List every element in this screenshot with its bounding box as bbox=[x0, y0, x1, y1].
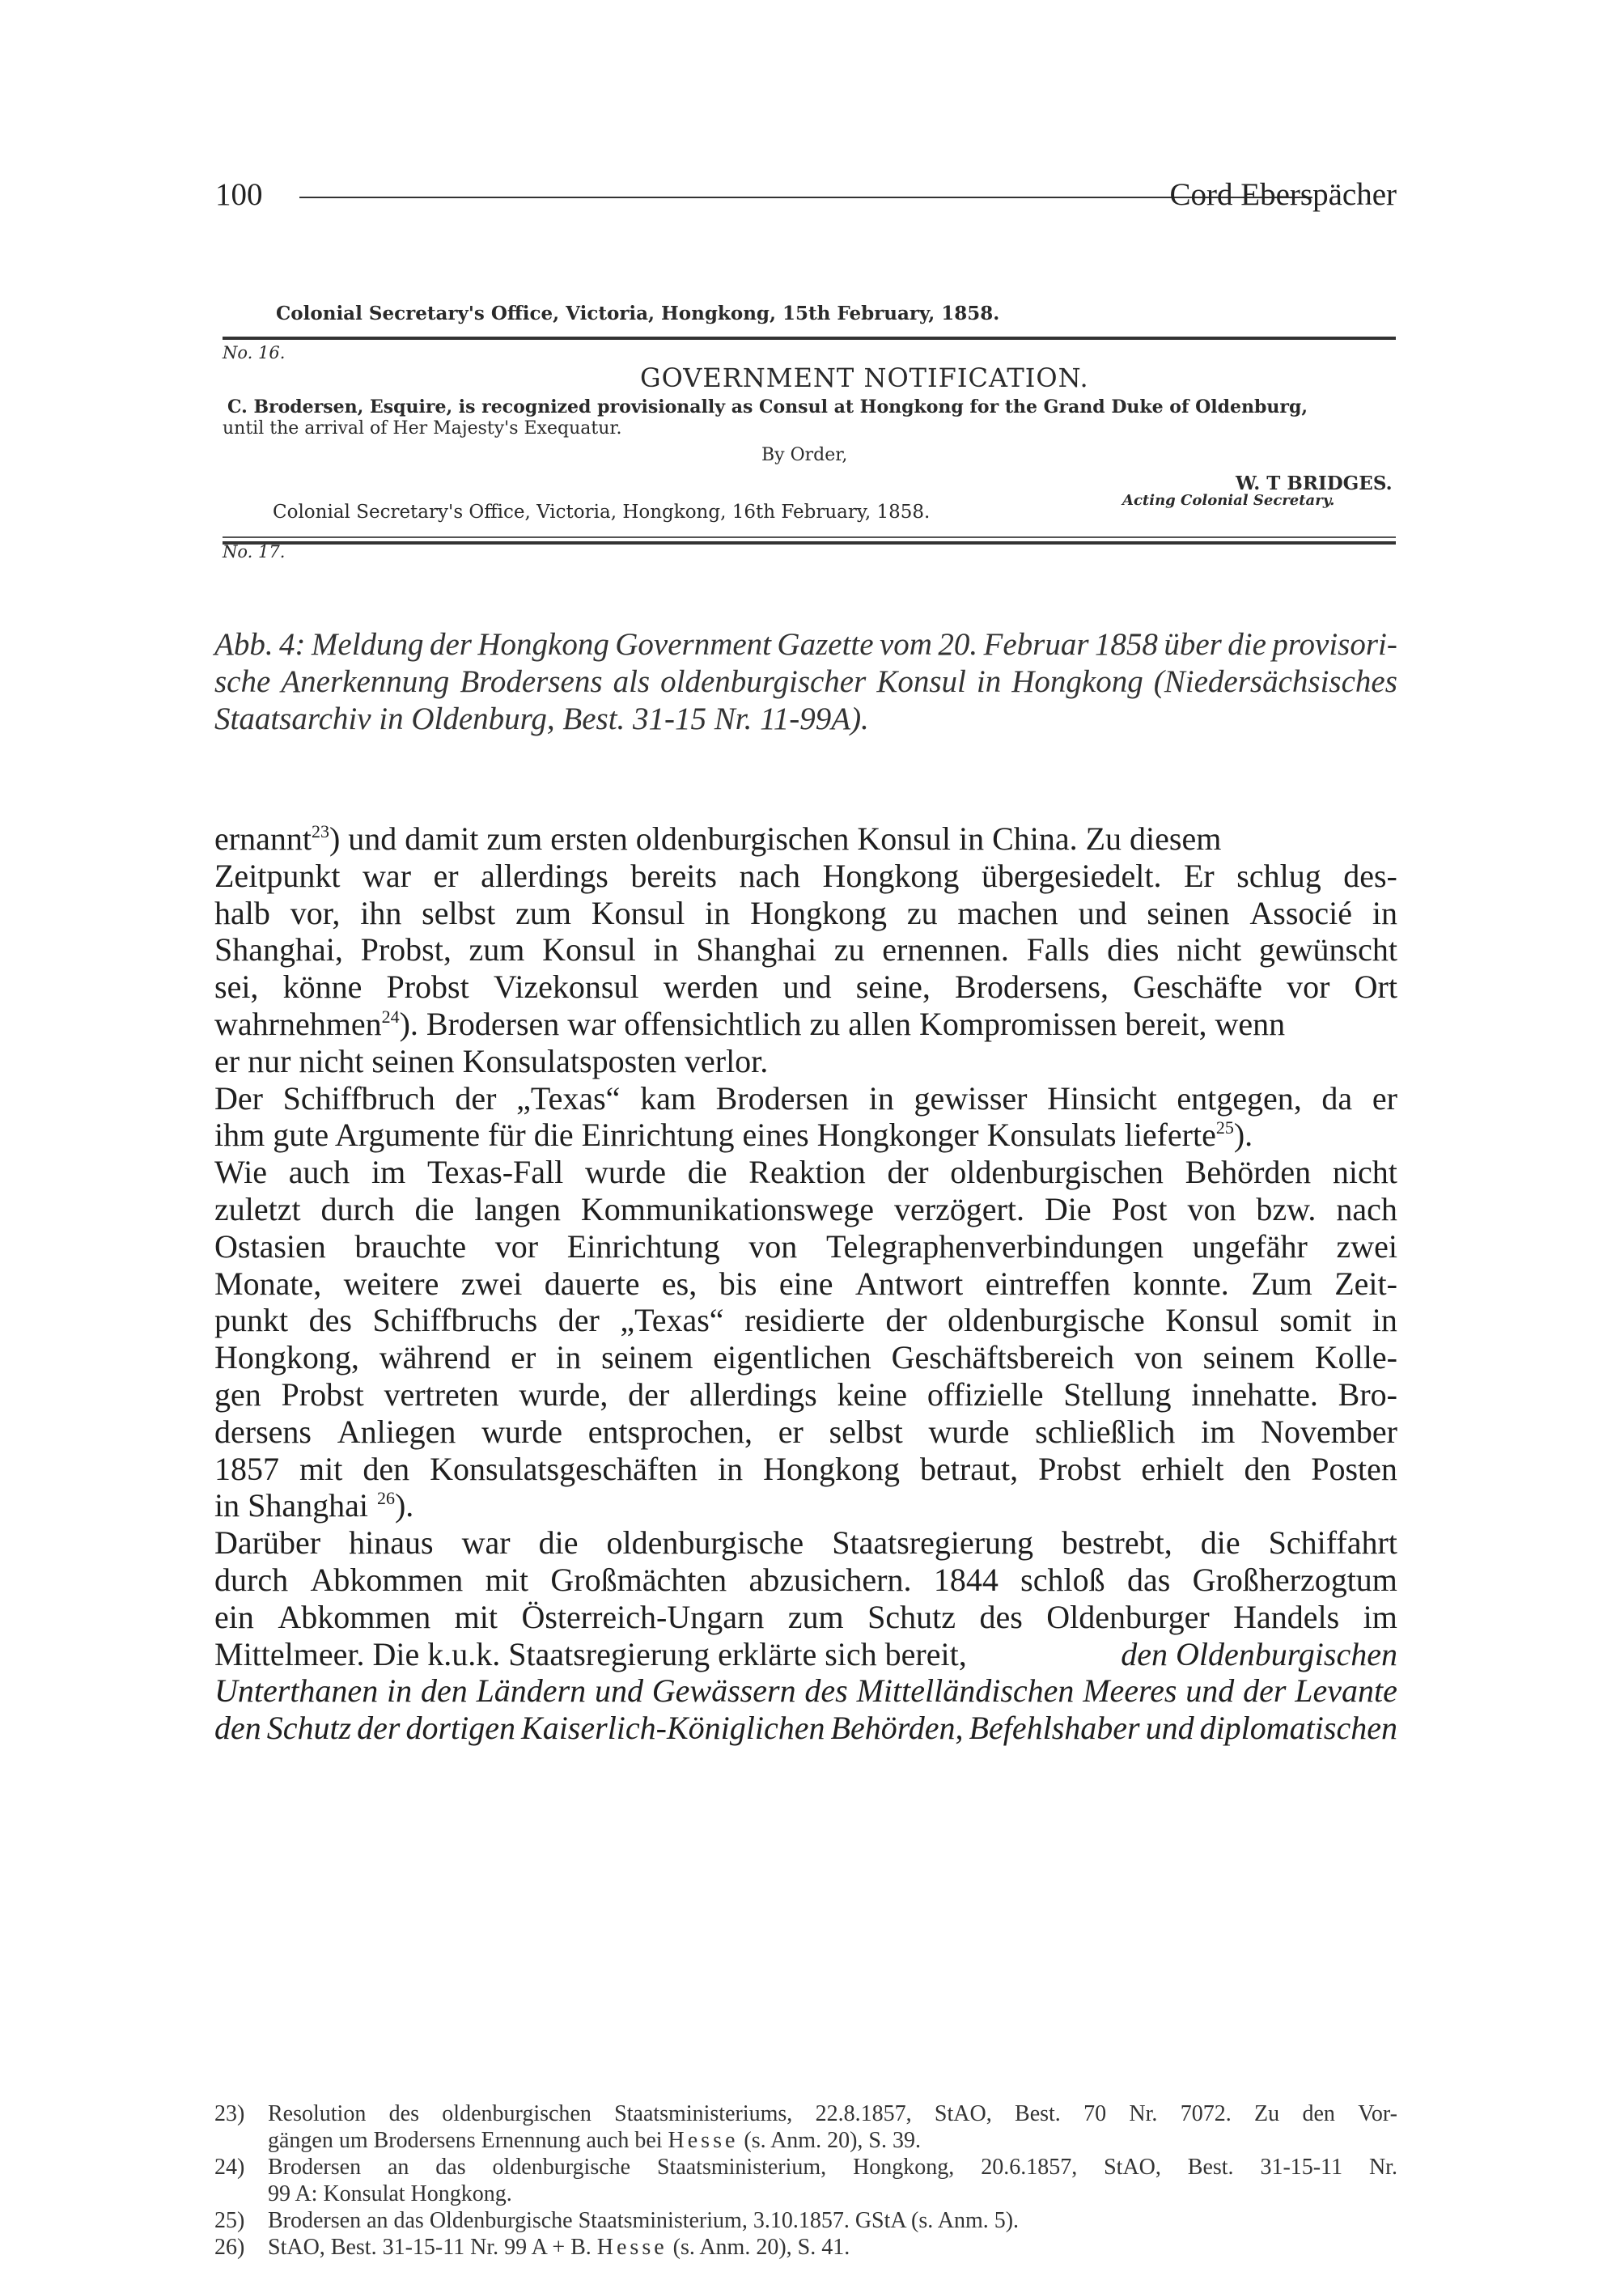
gazette-signatory: W. T BRIDGES. bbox=[1236, 473, 1393, 494]
page-number: 100 bbox=[215, 177, 263, 212]
body-line: 1857 mit den Konsulatsgeschäften in Hongkong betraut, Probst erhielt den Posten bbox=[214, 1450, 1397, 1487]
footnote-number: 24) bbox=[214, 2155, 245, 2180]
footnote-ref: 23 bbox=[311, 821, 329, 841]
gazette-rule bbox=[223, 337, 1396, 340]
body-line: zuletzt durch die langen Kommunikationswege verzögert. Die Post von bzw. nach bbox=[214, 1190, 1397, 1227]
body-line: sei, könne Probst Vizekonsul werden und seine, Brodersens, Geschäfte vor Ort bbox=[214, 968, 1397, 1006]
body-line: Shanghai, Probst, zum Konsul in Shanghai zu ernennen. Falls dies nicht gewünscht bbox=[214, 931, 1397, 968]
quotation: den Oldenburgischen bbox=[1121, 1635, 1397, 1672]
author-name: Hesse bbox=[668, 2128, 739, 2153]
body-line: durch Abkommen mit Großmächten abzusichern. 1844 schloß das Großherzogtum bbox=[214, 1561, 1397, 1598]
body-line: Wie auch im Texas-Fall wurde die Reaktion der oldenburgischen Behörden nicht bbox=[214, 1154, 1397, 1191]
gazette-notice-line: until the arrival of Her Majesty's Exequatur. bbox=[223, 418, 622, 439]
body-line: er nur nicht seinen Konsulatsposten verlor. bbox=[214, 1042, 769, 1079]
body-line: Zeitpunkt war er allerdings bereits nach Hongkong übergesiedelt. Er schlug des- bbox=[214, 857, 1397, 894]
body-line: in Shanghai $^{26}$). bbox=[214, 1487, 414, 1524]
header-rule bbox=[299, 197, 1312, 198]
body-line: ihm gute Argumente für die Einrichtung eines Hongkonger Konsulats lieferte$^{25}$). bbox=[214, 1117, 1253, 1154]
footnote-number: 23) bbox=[214, 2101, 245, 2126]
author-name: Hesse bbox=[596, 2235, 668, 2260]
gazette-notice-line: C. Brodersen, Esquire, is recognized provisionally as Consul at Hongkong for the Grand Duke of Oldenburg, bbox=[227, 396, 1308, 417]
caption-line: Staatsarchiv in Oldenburg, Best. 31-15 Nr. 11-99A). bbox=[214, 701, 869, 736]
gazette-number: No. 17. bbox=[223, 542, 286, 562]
gazette-by-order: By Order, bbox=[761, 445, 848, 465]
body-line: dersens Anliegen wurde entsprochen, er selbst wurde schließlich im November bbox=[214, 1413, 1397, 1450]
gazette-office-line: Colonial Secretary's Office, Victoria, Hongkong, 16th February, 1858. bbox=[273, 502, 931, 523]
caption-line: Abb. 4: Meldung der Hongkong Government Gazette vom 20. Februar 1858 über die provisori- bbox=[214, 627, 1397, 662]
body-line: wahrnehmen$^{24}$). Brodersen war offensichtlich zu allen Kompromissen bereit, wenn bbox=[214, 1005, 1286, 1042]
footnote-line: Brodersen an das Oldenburgische Staatsministerium, 3.10.1857. GStA (s. Anm. 5). bbox=[268, 2208, 1020, 2233]
footnote-line: Brodersen an das oldenburgische Staatsministerium, Hongkong, 20.6.1857, StAO, Best. 31-15-11 Nr. bbox=[268, 2155, 1397, 2180]
gazette-signatory-title: Acting Colonial Secretary. bbox=[1122, 492, 1335, 509]
body-line: ernannt$^{23}$) und damit zum ersten oldenburgischen Konsul in China. Zu diesem bbox=[214, 820, 1222, 857]
figure-caption bbox=[214, 626, 1397, 738]
gazette-rule bbox=[223, 536, 1396, 538]
body-line: Darüber hinaus war die oldenburgische Staatsregierung bestrebt, die Schiffahrt bbox=[214, 1524, 1397, 1562]
caption-line: sche Anerkennung Brodersens als oldenburgischer Konsul in Hongkong (Niedersächsisches bbox=[214, 663, 1397, 699]
gazette-number: No. 16. bbox=[223, 343, 286, 362]
footnotes bbox=[214, 2100, 1397, 2261]
body-line: halb vor, ihn selbst zum Konsul in Hongkong zu machen und seinen Associé in bbox=[214, 894, 1397, 931]
body-line: Hongkong, während er in seinem eigentlichen Geschäftsbereich von seinem Kolle- bbox=[214, 1339, 1397, 1376]
body-line-quotation: Unterthanen in den Ländern und Gewässern des Mittelländischen Meeres und der Levante bbox=[214, 1672, 1397, 1710]
running-header bbox=[215, 176, 1397, 217]
gazette-notification-title: GOVERNMENT NOTIFICATION. bbox=[640, 362, 1089, 393]
footnote bbox=[214, 2234, 1397, 2261]
footnote bbox=[214, 2100, 1397, 2154]
body-line-quotation: den Schutz der dortigen Kaiserlich-Königlichen Behörden, Befehlshaber und diplomatischen bbox=[214, 1710, 1397, 1747]
footnote bbox=[214, 2154, 1397, 2207]
body-line: Mittelmeer. Die k.u.k. Staatsregierung erklärte sich bereit, den Oldenburgischen bbox=[214, 1635, 1397, 1672]
body-text bbox=[214, 820, 1397, 1747]
footnote bbox=[214, 2207, 1397, 2234]
body-line: Ostasien brauchte vor Einrichtung von Telegraphenverbindungen ungefähr zwei bbox=[214, 1227, 1397, 1265]
gazette-figure bbox=[223, 295, 1396, 586]
footnote-ref: 24 bbox=[381, 1006, 400, 1027]
footnote-line: 99 A: Konsulat Hongkong. bbox=[268, 2181, 512, 2206]
body-line: Monate, weitere zwei dauerte es, bis eine Antwort eintreffen konnte. Zum Zeit- bbox=[214, 1265, 1397, 1302]
footnote-line: gängen um Brodersens Ernennung auch bei Hesse (s. Anm. 20), S. 39. bbox=[268, 2128, 921, 2153]
footnote-ref: 25 bbox=[1215, 1117, 1234, 1138]
body-line: Der Schiffbruch der „Texas“ kam Brodersen in gewisser Hinsicht entgegen, da er bbox=[214, 1079, 1397, 1117]
footnote-ref: 26 bbox=[376, 1488, 395, 1509]
gazette-office-line: Colonial Secretary's Office, Victoria, Hongkong, 15th February, 1858. bbox=[276, 303, 1000, 324]
footnote-number: 26) bbox=[214, 2235, 245, 2260]
body-line: ein Abkommen mit Österreich-Ungarn zum Schutz des Oldenburger Handels im bbox=[214, 1598, 1397, 1635]
footnote-number: 25) bbox=[214, 2208, 245, 2233]
body-line: punkt des Schiffbruchs der „Texas“ residierte der oldenburgische Konsul somit in bbox=[214, 1302, 1397, 1339]
body-line: gen Probst vertreten wurde, der allerdings keine offizielle Stellung innehatte. Bro- bbox=[214, 1375, 1397, 1413]
gazette-rule bbox=[223, 541, 1396, 545]
footnote-line: StAO, Best. 31-15-11 Nr. 99 A + B. Hesse (s. Anm. 20), S. 41. bbox=[268, 2235, 850, 2260]
footnote-line: Resolution des oldenburgischen Staatsministeriums, 22.8.1857, StAO, Best. 70 Nr. 7072. Zu den Vor- bbox=[268, 2101, 1397, 2126]
running-author: Cord Eberspächer bbox=[1169, 177, 1397, 212]
